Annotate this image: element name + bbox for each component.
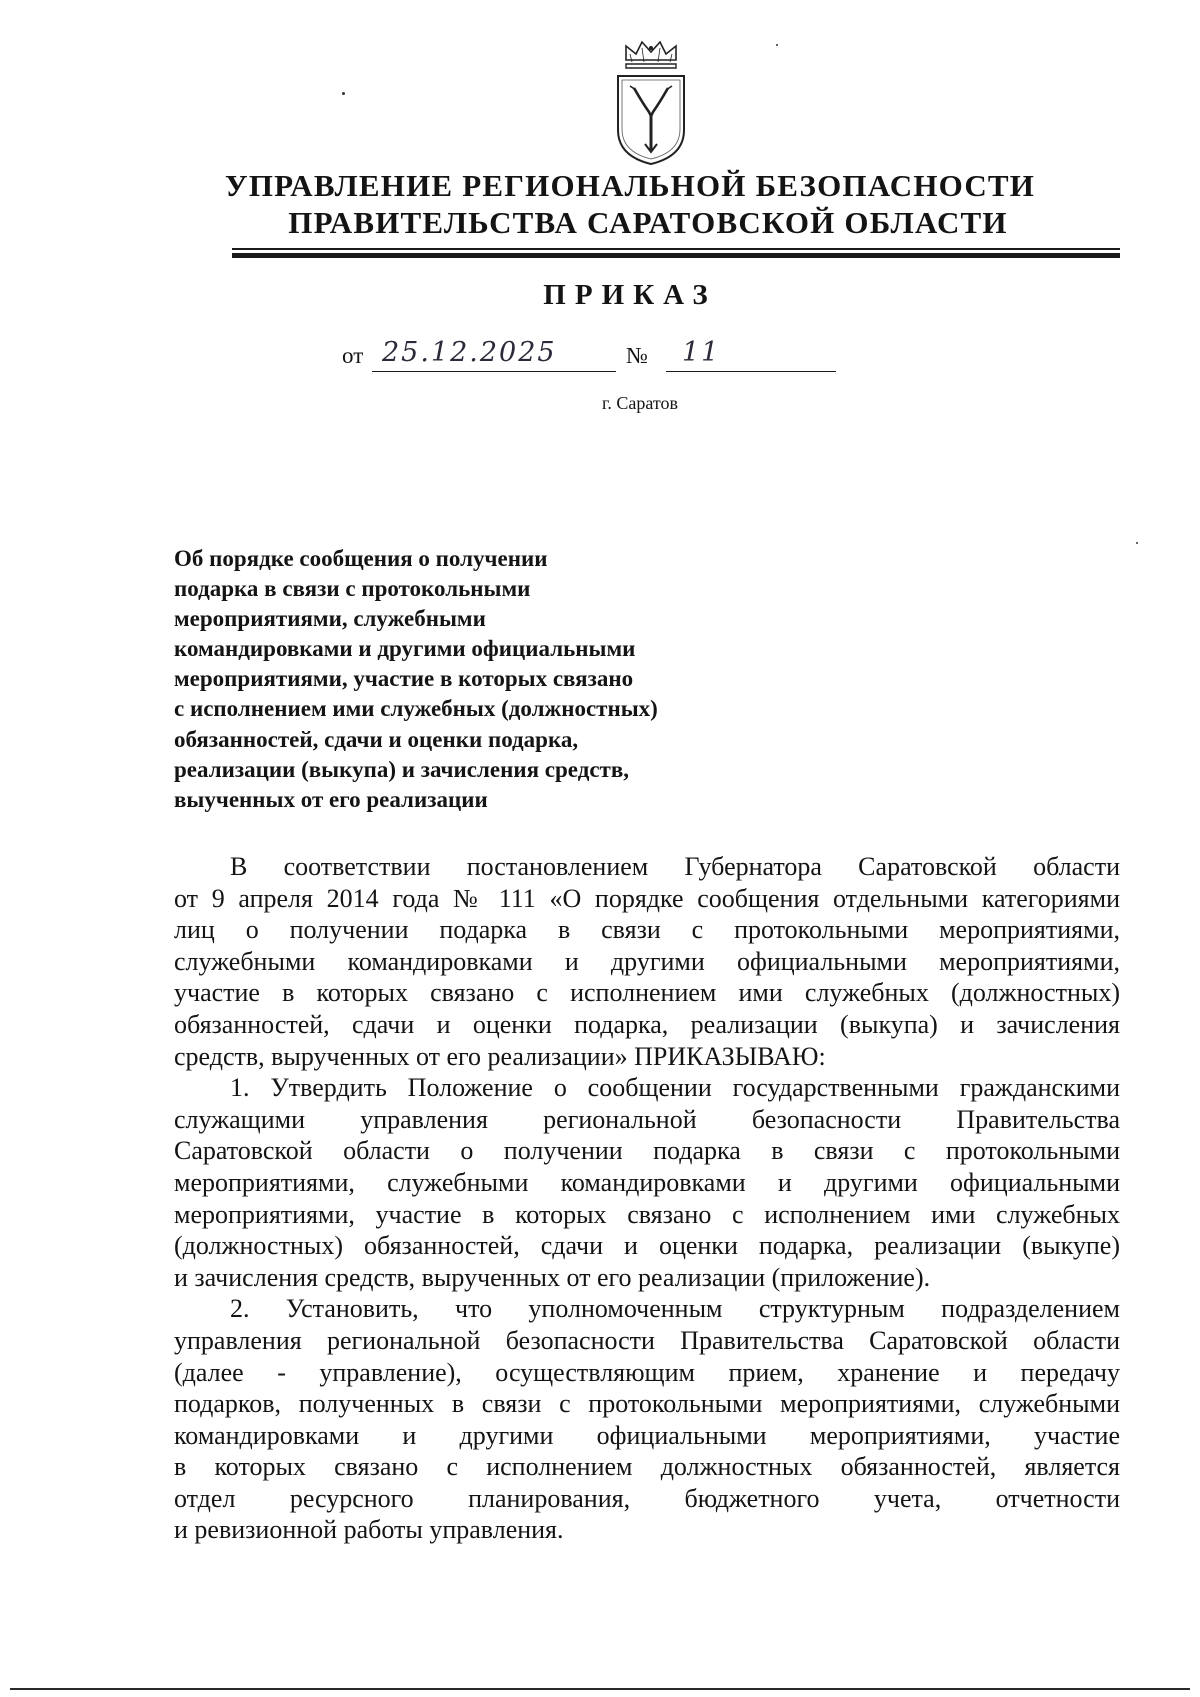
body-line: лиц о получении подарка в связи с протокольными мероприятиями,: [174, 915, 1120, 945]
body-line: 1. Утвердить Положение о сообщении государственными гражданскими: [230, 1073, 1120, 1103]
body-line: и ревизионной работы управления.: [174, 1515, 564, 1545]
subject-line: выученных от его реализации: [174, 786, 488, 812]
body-line: обязанностей, сдачи и оценки подарка, реализации (выкупа) и зачисления: [174, 1009, 1120, 1039]
coat-of-arms-emblem: [612, 38, 690, 168]
body-line: средств, вырученных от его реализации» ПРИКАЗЫВАЮ:: [174, 1041, 826, 1071]
scan-speck: [776, 44, 778, 46]
order-date-number-line: [342, 337, 842, 377]
order-body: [174, 851, 1120, 1546]
subject-line: реализации (выкупа) и зачисления средств,: [174, 756, 630, 782]
handwritten-date: 25.12.2025: [382, 337, 557, 368]
body-line: 2. Установить, что уполномоченным структурным подразделением: [230, 1294, 1120, 1324]
date-underline: [372, 371, 616, 372]
subject-line: мероприятиями, служебными: [174, 606, 486, 632]
body-line: управления региональной безопасности Правительства Саратовской области: [174, 1325, 1120, 1355]
body-line: (должностных) обязанностей, сдачи и оценки подарка, реализации (выкупе): [174, 1231, 1120, 1261]
scan-speck: [1136, 542, 1138, 544]
page-bottom-edge: [10, 1688, 1190, 1690]
subject-line: подарка в связи с протокольными: [174, 576, 531, 602]
document-type-title: ПРИКАЗ: [543, 279, 717, 311]
body-line: (далее - управление), осуществляющим прием, хранение и передачу: [174, 1357, 1120, 1387]
body-line: служебными командировками и другими официальными мероприятиями,: [174, 946, 1120, 976]
body-line: подарков, полученных в связи с протокольными мероприятиями, служебными: [174, 1389, 1120, 1419]
body-line: Саратовской области о получении подарка в связи с протокольными: [174, 1136, 1120, 1166]
subject-line: с исполнением ими служебных (должностных): [174, 696, 658, 722]
scan-speck: [342, 92, 345, 95]
body-line: участие в которых связано с исполнением ими служебных (должностных): [174, 978, 1120, 1008]
body-line: командировками и другими официальными мероприятиями, участие: [174, 1420, 1120, 1450]
body-line: мероприятиями, служебными командировками и другими официальными: [174, 1167, 1120, 1197]
subject-line: обязанностей, сдачи и оценки подарка,: [174, 726, 579, 752]
body-line: мероприятиями, участие в которых связано с исполнением ими служебных: [174, 1199, 1120, 1229]
body-line: и зачисления средств, вырученных от его реализации (приложение).: [174, 1262, 931, 1292]
body-line: служащими управления региональной безопасности Правительства: [174, 1104, 1120, 1134]
organization-name-line1: УПРАВЛЕНИЕ РЕГИОНАЛЬНОЙ БЕЗОПАСНОСТИ: [224, 168, 1036, 203]
number-underline: [666, 371, 836, 372]
header-divider-thick: [232, 253, 1120, 258]
handwritten-number: 11: [682, 337, 721, 368]
body-line: отдел ресурсного планирования, бюджетного учета, отчетности: [174, 1483, 1120, 1513]
subject-line: командировками и другими официальными: [174, 636, 636, 662]
organization-name-line2: ПРАВИТЕЛЬСТВА САРАТОВСКОЙ ОБЛАСТИ: [288, 205, 1008, 240]
body-line: В соответствии постановлением Губернатора Саратовской области: [230, 852, 1120, 881]
body-line: в которых связано с исполнением должностных обязанностей, является: [174, 1452, 1120, 1482]
order-subject: [174, 544, 794, 815]
city-of-issue: г. Саратов: [602, 393, 678, 413]
subject-line: Об порядке сообщения о получении: [174, 546, 548, 571]
body-line: от 9 апреля 2014 года № 111 «О порядке сообщения отдельными категориями: [174, 883, 1120, 913]
subject-line: мероприятиями, участие в которых связано: [174, 666, 634, 692]
header-divider-thin: [232, 248, 1120, 250]
date-label: от: [342, 343, 364, 368]
number-label: №: [626, 343, 648, 368]
